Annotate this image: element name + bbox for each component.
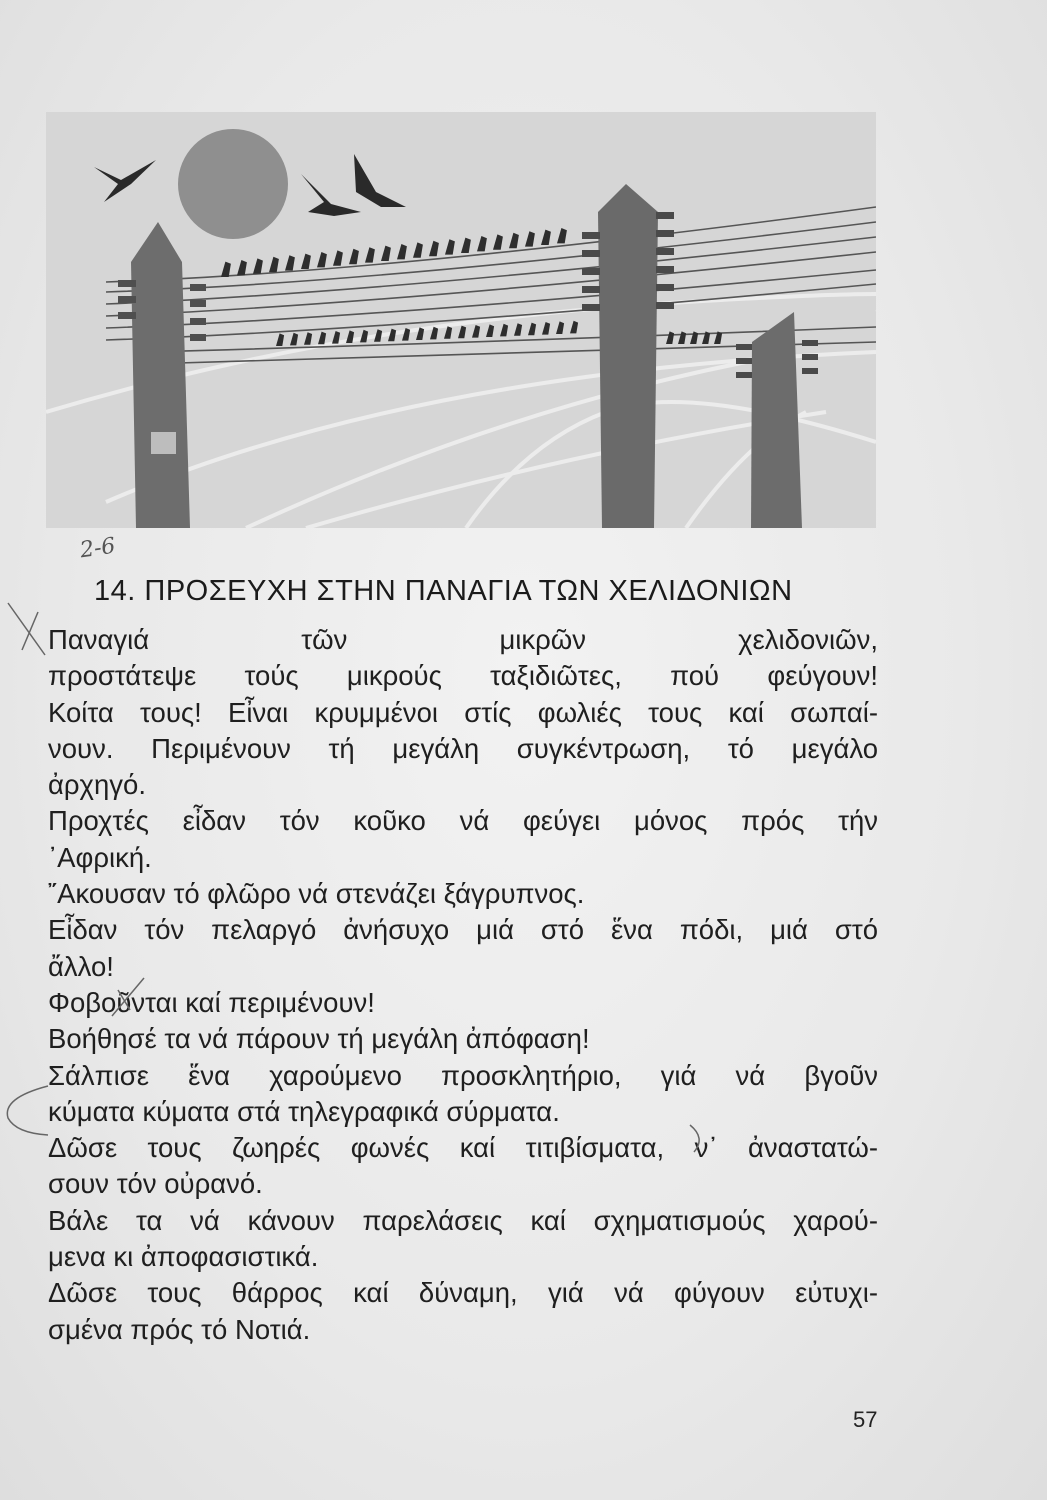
text-line: Προχτές εἶδαν τόν κοῦκο νά φεύγει μόνος πρός τήν — [48, 805, 878, 837]
text-line: σουν τόν οὐρανό. — [48, 1168, 263, 1200]
text-line: Φοβοῦνται καί περιμένουν! — [48, 986, 375, 1018]
text-line: ἄλλο! — [48, 950, 114, 982]
text-line: Βάλε τα νά κάνουν παρελάσεις καί σχηματισμούς χαρού- — [48, 1204, 878, 1236]
page-number: 57 — [853, 1407, 878, 1432]
text-line: ᾿Αφρική. — [48, 841, 152, 873]
text-line: σμένα πρός τό Νοτιά. — [48, 1313, 311, 1345]
left-telegraph-pole — [131, 222, 190, 528]
text-line: Εἶδαν τόν πελαργό ἀνήσυχο μιά στό ἕνα πόδι, μιά στό — [48, 914, 878, 946]
text-line: Παναγιά τῶν μικρῶν χελιδονιῶν, — [48, 624, 878, 655]
chapter-title: 14. ΠΡΟΣΕΥΧΗ ΣΤΗΝ ΠΑΝΑΓΙΑ ΤΩΝ ΧΕΛΙΔΟΝΙΩΝ — [94, 575, 793, 607]
swallows-on-telegraph-wires-illustration — [46, 112, 876, 528]
handwritten-note: 2-6 — [78, 533, 118, 564]
text-line: προστάτεψε τούς μικρούς ταξιδιῶτες, πού φεύγουν! — [48, 660, 878, 692]
text-line: ῎Ακουσαν τό φλῶρο νά στενάζει ξάγρυπνος. — [48, 878, 585, 910]
text-line: Σάλπισε ἕνα χαρούμενο προσκλητήριο, γιά νά βγοῦν — [48, 1059, 878, 1091]
illustration-drawing — [46, 112, 876, 528]
text-line: Βοήθησέ τα νά πάρουν τή μεγάλη ἀπόφαση! — [48, 1023, 590, 1055]
text-line: κύματα κύματα στά τηλεγραφικά σύρματα. — [48, 1095, 560, 1127]
text-line: νουν. Περιμένουν τή μεγάλη συγκέντρωση, τό μεγάλο — [48, 732, 878, 764]
text-line: μενα κι ἀποφασιστικά. — [48, 1241, 319, 1273]
text-line: Κοίτα τους! Εἶναι κρυμμένοι στίς φωλιές τους καί σωπαί- — [48, 696, 878, 728]
sun — [178, 129, 288, 239]
text-line: Δῶσε τους ζωηρές φωνές καί τιτιβίσματα, ν᾿ ἀναστατώ- — [48, 1132, 878, 1164]
text-line: Δῶσε τους θάρρος καί δύναμη, γιά νά φύγουν εὐτυχι- — [48, 1277, 878, 1309]
text-line: ἀρχηγό. — [48, 769, 146, 801]
right-telegraph-pole — [751, 312, 802, 528]
prayer-text — [48, 622, 878, 1348]
middle-telegraph-pole — [598, 184, 658, 528]
